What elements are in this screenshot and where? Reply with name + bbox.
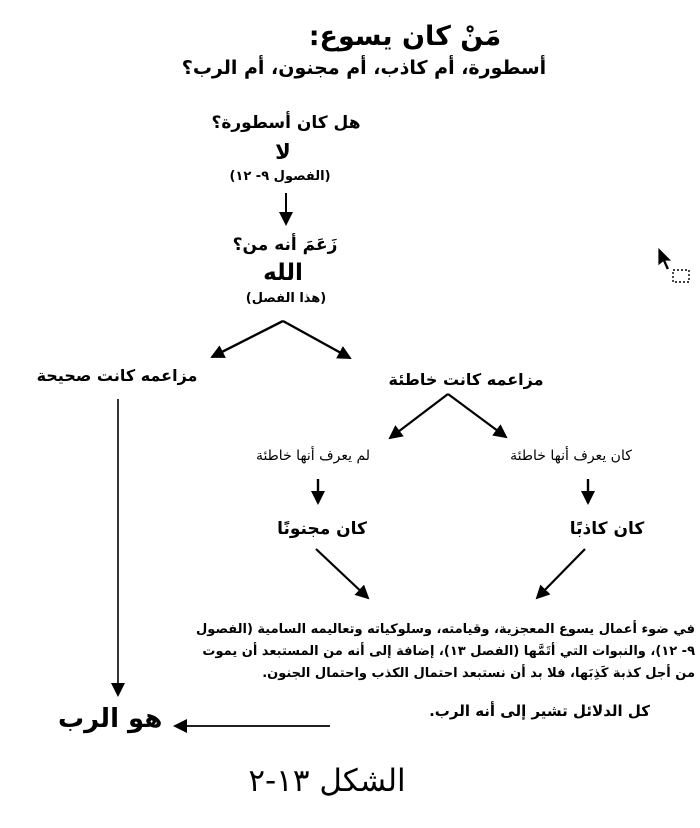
arrow-split-false-left <box>390 394 448 438</box>
arrow-split-claims-right <box>283 321 350 358</box>
node-liar: كان كاذبًا <box>569 519 645 539</box>
figure-caption: الشكل ١٣-٢ <box>248 763 406 799</box>
cursor-arrow-pointer <box>658 247 672 270</box>
paragraph-line-2: ٩- ١٢)، والنبوات التي أتَمَّها (الفصل ١٣)، إضافة إلى أنه من المستبعد أن يموت <box>202 644 695 659</box>
arrow-split-claims-left <box>212 321 283 357</box>
explanation-paragraph <box>196 619 695 685</box>
arrow-liar-to-paragraph <box>537 549 585 598</box>
cursor-selection-box <box>673 270 689 282</box>
node-lord: هو الرب <box>58 704 163 734</box>
node-claim-answer: الله <box>263 260 303 286</box>
arrow-lunatic-to-paragraph <box>316 549 368 598</box>
node-myth-answer: لا <box>275 140 291 164</box>
node-lunatic: كان مجنونًا <box>277 519 367 539</box>
node-claims-true: مزاعمه كانت صحيحة <box>36 366 198 385</box>
node-myth-question: هل كان أسطورة؟ <box>211 113 361 133</box>
figure-title: مَنْ كان يسوع: <box>308 21 502 52</box>
paragraph-line-1: في ضوء أعمال يسوع المعجزية، وقيامته، وسلوكياته وتعاليمه السامية (الفصول <box>196 622 695 637</box>
figure-subtitle: أسطورة، أم كاذب، أم مجنون، أم الرب؟ <box>181 57 547 79</box>
node-claims-false: مزاعمه كانت خاطئة <box>388 370 544 389</box>
node-claim-reference: (هذا الفصل) <box>245 291 327 306</box>
node-knew-false: كان يعرف أنها خاطئة <box>510 448 632 464</box>
paragraph-line-3: من أجل كذبة كَذِبَها، فلا بد أن نستبعد احتمال الكذب واحتمال الجنون. <box>262 666 695 681</box>
arrow-split-false-right <box>448 394 506 437</box>
node-did-not-know-false: لم يعرف أنها خاطئة <box>255 448 371 464</box>
conclusion-note: كل الدلائل تشير إلى أنه الرب. <box>429 702 650 720</box>
mouse-cursor-icon <box>656 246 696 292</box>
node-claim-question: زَعَمَ أنه من؟ <box>232 235 338 255</box>
node-myth-reference: (الفصول ٩- ١٢) <box>229 169 331 184</box>
